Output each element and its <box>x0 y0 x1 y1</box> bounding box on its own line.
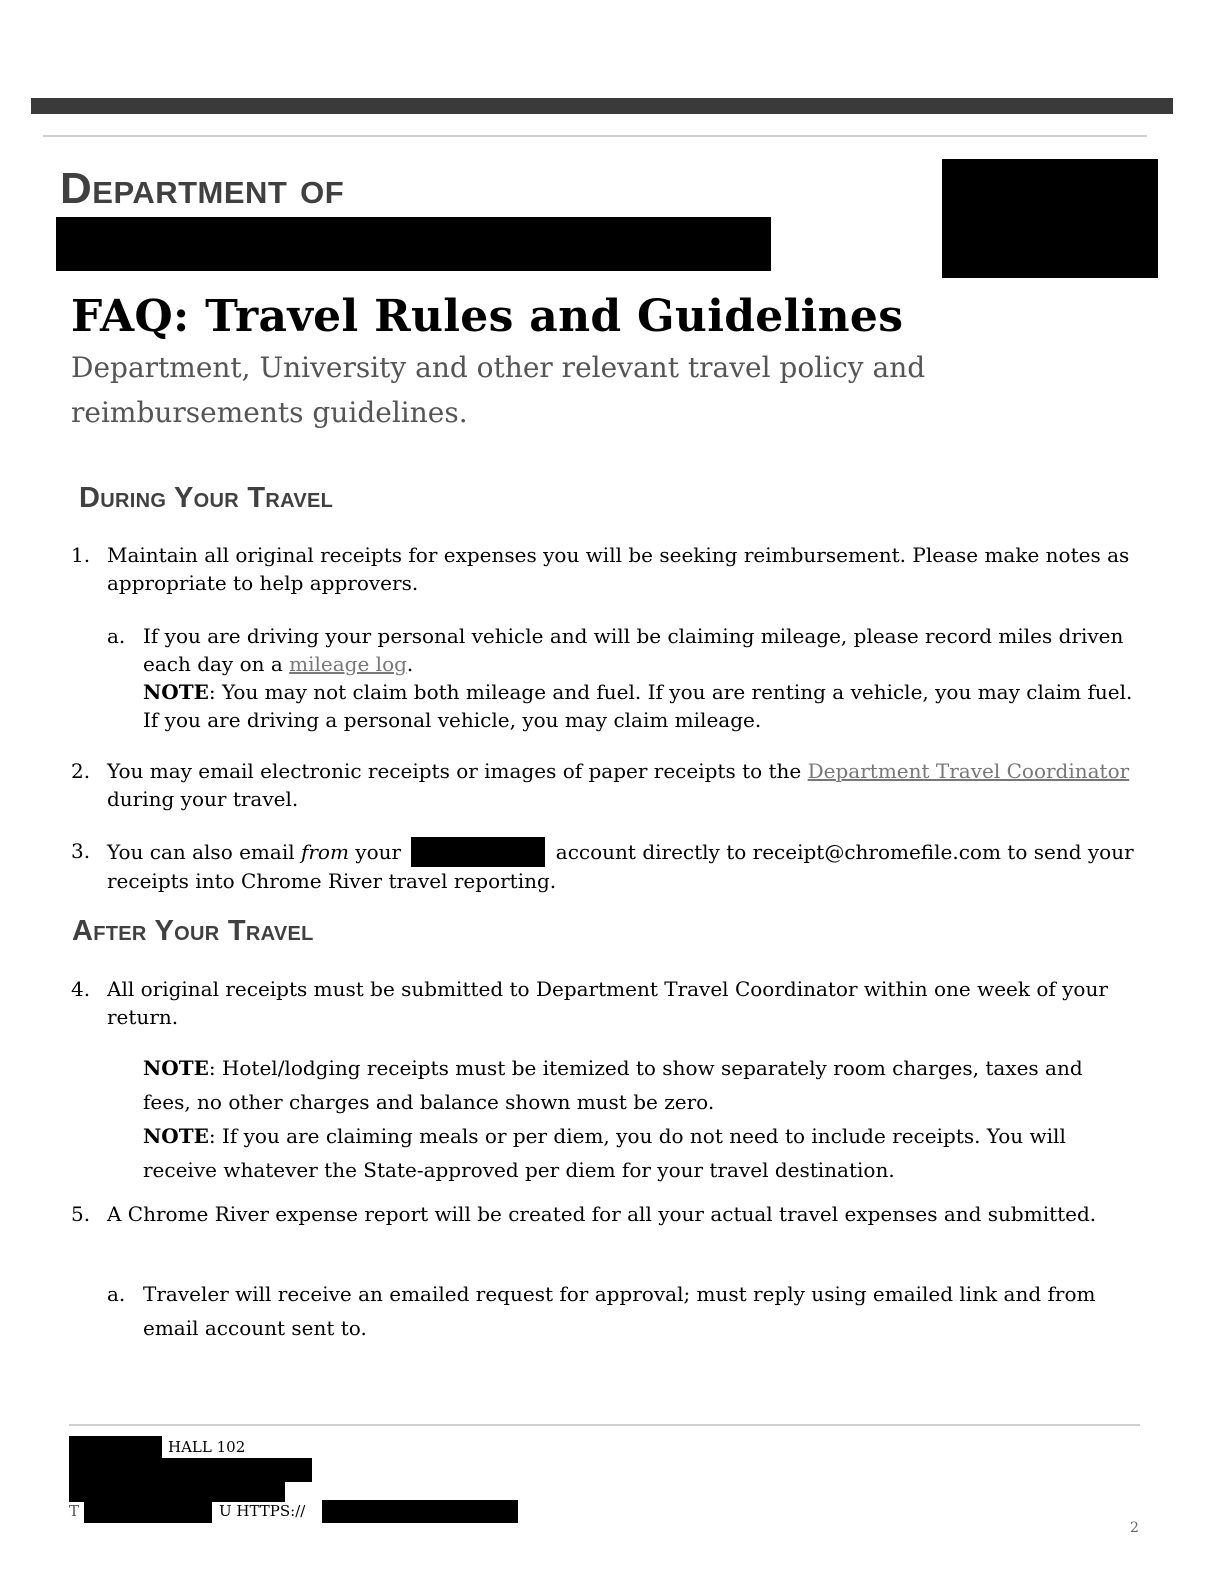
section-heading-during-travel: During Your Travel <box>79 482 334 514</box>
emphasis-from: from <box>300 840 349 864</box>
redacted-building-name <box>69 1436 162 1458</box>
sub-list-letter: a. <box>107 1282 126 1306</box>
list-item-text-part2: your <box>348 840 402 864</box>
note-meals <box>143 1119 1133 1187</box>
section-heading-after-travel: After Your Travel <box>72 915 314 947</box>
list-item-text: All original receipts must be submitted to Department Travel Coordinator within one week of your return. <box>107 977 1108 1029</box>
list-item-text-part1: You can also email <box>107 840 301 864</box>
footer-phone-prefix: T <box>69 1502 80 1520</box>
page-title: FAQ: Travel Rules and Guidelines <box>71 291 904 342</box>
item-4-notes <box>143 1051 1133 1187</box>
footer-address: HALL 102 <box>168 1438 246 1456</box>
redacted-phone-number <box>84 1500 212 1523</box>
list-item-text-before-link: You may email electronic receipts or images of paper receipts to the <box>107 759 808 783</box>
list-number: 1. <box>71 543 91 567</box>
redacted-address-line <box>69 1458 312 1482</box>
note-label: NOTE <box>143 1124 209 1148</box>
list-number: 3. <box>71 839 91 863</box>
redacted-address-line-2 <box>69 1482 285 1502</box>
redacted-department-name <box>56 217 771 271</box>
footer-divider <box>69 1424 1140 1426</box>
mileage-log-link[interactable]: mileage log <box>289 652 407 676</box>
department-label: Department of <box>60 164 345 213</box>
list-number: 2. <box>71 759 91 783</box>
note-text: : You may not claim both mileage and fuel. If you are renting a vehicle, you may claim fuel. If you are driving a personal vehicle, you may claim mileage. <box>143 680 1133 732</box>
list-number: 4. <box>71 977 91 1001</box>
sub-list-text-before-link: If you are driving your personal vehicle and will be claiming mileage, please record miles driven each day on a <box>143 624 1124 676</box>
note-label: NOTE <box>143 1056 209 1080</box>
redacted-url <box>322 1500 518 1523</box>
list-item-text <box>107 757 1137 813</box>
header-top-bar <box>31 98 1173 114</box>
note-label: NOTE <box>143 680 209 704</box>
sub-list-text: Traveler will receive an emailed request for approval; must reply using emailed link and from email account sent to. <box>143 1282 1096 1340</box>
list-number: 5. <box>71 1202 91 1226</box>
list-item-text-after-link: during your travel. <box>107 787 299 811</box>
redacted-logo <box>942 159 1158 278</box>
list-item-text: Maintain all original receipts for expenses you will be seeking reimbursement. Please make notes as appropriate to help approvers. <box>107 543 1130 595</box>
page-number: 2 <box>1130 1520 1139 1536</box>
sub-list-text <box>143 622 1133 734</box>
list-item-text: A Chrome River expense report will be created for all your actual travel expenses and submitted. <box>107 1202 1097 1226</box>
sub-list-text-after-link: . <box>406 652 414 676</box>
note-hotel <box>143 1051 1133 1119</box>
list-item-text-part3: account directly to receipt@chromefile.com to send your receipts into Chrome River travel reporting. <box>107 840 1134 893</box>
redacted-account-name <box>411 837 545 867</box>
footer-url-prefix: U HTTPS:// <box>219 1502 306 1520</box>
header-divider <box>43 135 1147 137</box>
page-subtitle: Department, University and other relevant travel policy and reimbursements guidelines. <box>71 351 926 429</box>
sub-list-letter: a. <box>107 624 126 648</box>
note-text: : Hotel/lodging receipts must be itemized to show separately room charges, taxes and fees, no other charges and balance shown must be zero. <box>143 1056 1083 1114</box>
note-text: : If you are claiming meals or per diem, you do not need to include receipts. You will receive whatever the State-approved per diem for your travel destination. <box>143 1124 1066 1182</box>
department-travel-coordinator-link[interactable]: Department Travel Coordinator <box>807 759 1130 783</box>
list-item-text <box>107 837 1137 895</box>
